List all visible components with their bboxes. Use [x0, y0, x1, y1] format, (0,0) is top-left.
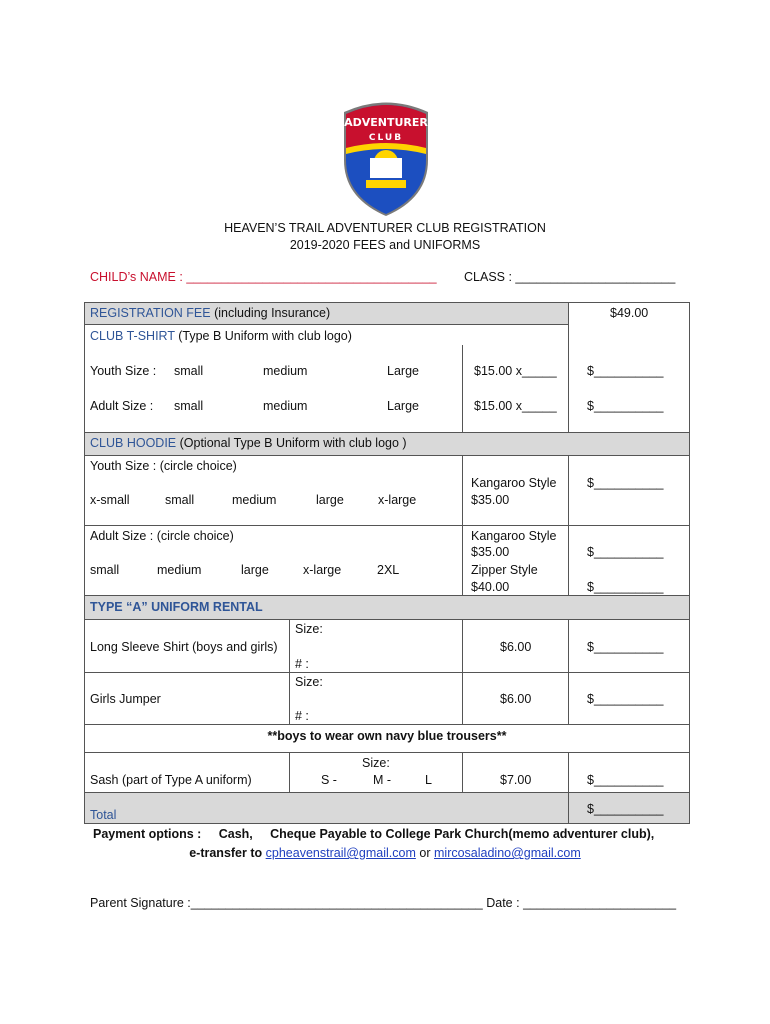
etransfer-or: or: [419, 846, 431, 860]
sash-size-s[interactable]: S -: [321, 773, 337, 787]
tshirt-note: (Type B Uniform with club logo): [178, 329, 352, 343]
hoodie-adult-style-zipper: Zipper Style: [471, 563, 538, 577]
hoodie-adult-price-kangaroo: $35.00: [471, 545, 510, 559]
hoodie-youth-price: $35.00: [471, 493, 510, 507]
hoodie-adult-total-zipper[interactable]: $__________: [587, 580, 664, 594]
registration-fee-label: REGISTRATION FEE: [90, 306, 211, 320]
child-name-line: [90, 270, 437, 284]
hoodie-adult-style-kangaroo: Kangaroo Style: [471, 529, 557, 543]
hoodie-adult-size-small[interactable]: small: [90, 563, 120, 577]
etransfer-line: [0, 846, 770, 860]
signature-label: Parent Signature :: [90, 896, 191, 910]
signature-line: [90, 896, 676, 910]
jumper-size-label: Size:: [295, 675, 323, 689]
sash-label: Sash (part of Type A uniform): [90, 773, 252, 787]
form-subtitle: 2019-2020 FEES and UNIFORMS: [289, 238, 481, 252]
shirt-price: $6.00: [500, 640, 532, 654]
tshirt-youth-label: Youth Size :: [90, 364, 157, 378]
tshirt-adult-size-medium[interactable]: medium: [263, 399, 308, 413]
logo-bottom-text: CLUB: [368, 133, 404, 143]
jumper-price: $6.00: [500, 692, 532, 706]
form-title: HEAVEN’S TRAIL ADVENTURER CLUB REGISTRATION: [224, 221, 546, 235]
shirt-number-label: # :: [295, 657, 309, 671]
tshirt-adult-total[interactable]: $__________: [587, 399, 664, 413]
hoodie-note: (Optional Type B Uniform with club logo ): [179, 436, 407, 450]
tshirt-youth-size-small[interactable]: small: [174, 364, 204, 378]
hoodie-adult-label: Adult Size : (circle choice): [90, 529, 234, 543]
tshirt-adult-size-large[interactable]: Large: [387, 399, 419, 413]
sash-total[interactable]: $__________: [587, 773, 664, 787]
registration-fee-note: (including Insurance): [214, 306, 331, 320]
hoodie-youth-size-xsmall[interactable]: x-small: [90, 493, 130, 507]
registration-fee-row: [90, 306, 330, 320]
hoodie-youth-size-medium[interactable]: medium: [232, 493, 277, 507]
hoodie-section-header: [90, 436, 407, 450]
total-label: Total: [90, 808, 117, 822]
total-field[interactable]: $__________: [587, 802, 664, 816]
sash-size-l[interactable]: L: [425, 773, 432, 787]
logo-top-text: ADVENTURER: [344, 116, 428, 129]
registration-fee-amount: $49.00: [610, 306, 649, 320]
etransfer-label: e-transfer to: [189, 846, 263, 860]
hoodie-youth-size-small[interactable]: small: [165, 493, 195, 507]
hoodie-adult-size-large[interactable]: large: [241, 563, 269, 577]
hoodie-youth-total[interactable]: $__________: [587, 476, 664, 490]
tshirt-adult-size-small[interactable]: small: [174, 399, 204, 413]
payment-cheque: Cheque Payable to College Park Church(memo adventurer club),: [270, 827, 655, 841]
tshirt-section-header: [90, 329, 352, 343]
class-line: [464, 270, 675, 284]
type-a-section-header: TYPE “A” UNIFORM RENTAL: [90, 600, 263, 614]
class-field[interactable]: _______________________: [515, 270, 676, 284]
trousers-note: **boys to wear own navy blue trousers**: [267, 729, 507, 743]
fees-table: [84, 302, 690, 824]
shirt-label: Long Sleeve Shirt (boys and girls): [90, 640, 278, 654]
shirt-total[interactable]: $__________: [587, 640, 664, 654]
email-link-2[interactable]: mircosaladino@gmail.com: [434, 846, 581, 860]
email-link-1[interactable]: cpheavenstrail@gmail.com: [265, 846, 416, 860]
hoodie-youth-label: Youth Size : (circle choice): [90, 459, 237, 473]
tshirt-label: CLUB T-SHIRT: [90, 329, 175, 343]
payment-options-line: [93, 827, 654, 841]
adventurer-club-logo: [340, 100, 432, 216]
tshirt-youth-price[interactable]: $15.00 x_____: [474, 364, 557, 378]
hoodie-youth-size-xlarge[interactable]: x-large: [378, 493, 417, 507]
hoodie-label: CLUB HOODIE: [90, 436, 177, 450]
hoodie-adult-size-xlarge[interactable]: x-large: [303, 563, 342, 577]
jumper-number-label: # :: [295, 709, 309, 723]
payment-label: Payment options :: [93, 827, 202, 841]
hoodie-adult-total-kangaroo[interactable]: $__________: [587, 545, 664, 559]
tshirt-youth-total[interactable]: $__________: [587, 364, 664, 378]
hoodie-adult-size-medium[interactable]: medium: [157, 563, 202, 577]
hoodie-adult-price-zipper: $40.00: [471, 580, 510, 594]
child-name-field[interactable]: ____________________________________: [186, 270, 437, 284]
hoodie-youth-size-large[interactable]: large: [316, 493, 344, 507]
tshirt-youth-size-large[interactable]: Large: [387, 364, 419, 378]
class-label: CLASS :: [464, 270, 512, 284]
child-name-label: CHILD’s NAME :: [90, 270, 183, 284]
signature-field[interactable]: __________________________________________: [190, 896, 483, 910]
tshirt-adult-price[interactable]: $15.00 x_____: [474, 399, 557, 413]
sash-price: $7.00: [500, 773, 532, 787]
hoodie-youth-style: Kangaroo Style: [471, 476, 557, 490]
payment-cash: Cash,: [218, 827, 253, 841]
tshirt-youth-size-medium[interactable]: medium: [263, 364, 308, 378]
date-field[interactable]: ______________________: [523, 896, 677, 910]
jumper-label: Girls Jumper: [90, 692, 161, 706]
shirt-size-label: Size:: [295, 622, 323, 636]
date-label: Date :: [486, 896, 520, 910]
sash-size-label: Size:: [362, 756, 390, 770]
jumper-total[interactable]: $__________: [587, 692, 664, 706]
hoodie-adult-size-2xl[interactable]: 2XL: [377, 563, 400, 577]
sash-size-m[interactable]: M -: [373, 773, 392, 787]
tshirt-adult-label: Adult Size :: [90, 399, 154, 413]
